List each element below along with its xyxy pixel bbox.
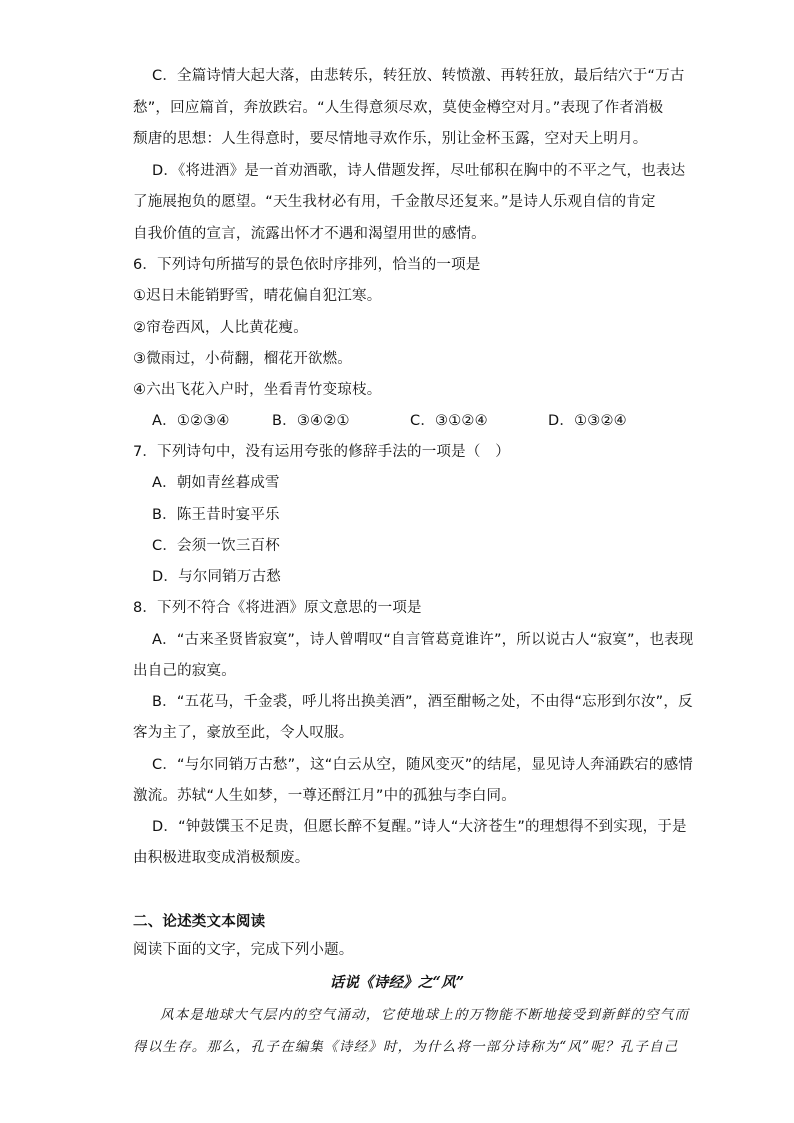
q7-stem: 7．下列诗句中，没有运用夸张的修辞手法的一项是（ ） <box>133 444 510 460</box>
q8-stem: 8．下列不符合《将进酒》原文意思的一项是 <box>133 600 422 616</box>
q5-option-c-line2: 愁”，回应篇首，奔放跌宕。“人生得意须尽欢，莫使金樽空对月。”表现了作者消极 <box>133 100 664 116</box>
q8-option-b-line2: 客为主了，豪放至此，令人叹服。 <box>133 725 354 741</box>
q5-option-c-line1: C．全篇诗情大起大落，由悲转乐，转狂放、转愤激、再转狂放，最后结穴于“万古 <box>152 68 685 84</box>
essay-paragraph-line1: 风本是地球大气层内的空气涌动，它使地球上的万物能不断地接受到新鲜的空气而 <box>160 1007 690 1023</box>
q6-stem: 6．下列诗句所描写的景色依时序排列，恰当的一项是 <box>133 257 481 273</box>
q5-option-d-line3: 自我价值的宣言，流露出怀才不遇和渴望用世的感情。 <box>133 226 486 242</box>
q6-item-4: ④六出飞花入户时，坐看青竹变琼枝。 <box>133 382 382 398</box>
q8-option-a-line2: 出自己的寂寞。 <box>133 663 236 679</box>
q8-option-d-line1: D．“钟鼓馔玉不足贵，但愿长醉不复醒。”诗人“大济苍生”的理想得不到实现，于是 <box>152 819 687 835</box>
q6-option-d: D．①③②④ <box>548 413 627 429</box>
q5-option-d-line2: 了施展抱负的愿望。“天生我材必有用，千金散尽还复来。”是诗人乐观自信的肯定 <box>133 194 656 210</box>
q6-item-2: ②帘卷西风，人比黄花瘦。 <box>133 320 308 336</box>
q5-option-d-line1: D．《将进酒》是一首劝酒歌，诗人借题发挥，尽吐郁积在胸中的不平之气，也表达 <box>152 163 686 179</box>
q8-option-a-line1: A．“古来圣贤皆寂寞”，诗人曾喟叹“自言管葛竟谁许”，所以说古人“寂寞”，也表现 <box>152 632 694 648</box>
q7-option-a: A．朝如青丝暮成雪 <box>152 475 280 491</box>
q7-option-c: C．会须一饮三百杯 <box>152 538 280 554</box>
q8-option-c-line2: 激流。苏轼“人生如梦，一尊还酹江月”中的孤独与李白同。 <box>133 788 516 804</box>
q8-option-d-line2: 由积极进取变成消极颓废。 <box>133 850 310 866</box>
q6-option-b: B．③④②① <box>272 413 350 429</box>
q8-option-c-line1: C．“与尔同销万古愁”，这“白云从空，随风变灭”的结尾，显见诗人奔涌跌宕的感情 <box>152 757 693 773</box>
q8-option-b-line1: B．“五花马，千金裘，呼儿将出换美酒”，酒至酣畅之处，不由得“忘形到尔汝”，反 <box>152 694 693 710</box>
q6-options-row <box>152 411 672 431</box>
essay-paragraph-line2: 得以生存。那么，孔子在编集《诗经》时，为什么将一部分诗称为“风”呢？孔子自己 <box>133 1039 679 1055</box>
q6-option-c: C．③①②④ <box>410 413 488 429</box>
q7-option-b: B．陈王昔时宴平乐 <box>152 507 280 523</box>
section-heading: 二、论述类文本阅读 <box>133 914 266 930</box>
q7-option-d: D．与尔同销万古愁 <box>152 569 281 585</box>
essay-title: 话说《诗经》之“风” <box>329 974 465 991</box>
section-instruction: 阅读下面的文字，完成下列小题。 <box>133 942 354 958</box>
q6-item-1: ①迟日未能销野雪，晴花偏自犯江寒。 <box>133 288 382 304</box>
q6-item-3: ③微雨过，小荷翻，榴花开欲燃。 <box>133 351 352 367</box>
q6-option-a: A．①②③④ <box>152 413 230 429</box>
q5-option-c-line3: 颓唐的思想：人生得意时，要尽情地寻欢作乐，别让金杯玉露，空对天上明月。 <box>133 131 648 147</box>
